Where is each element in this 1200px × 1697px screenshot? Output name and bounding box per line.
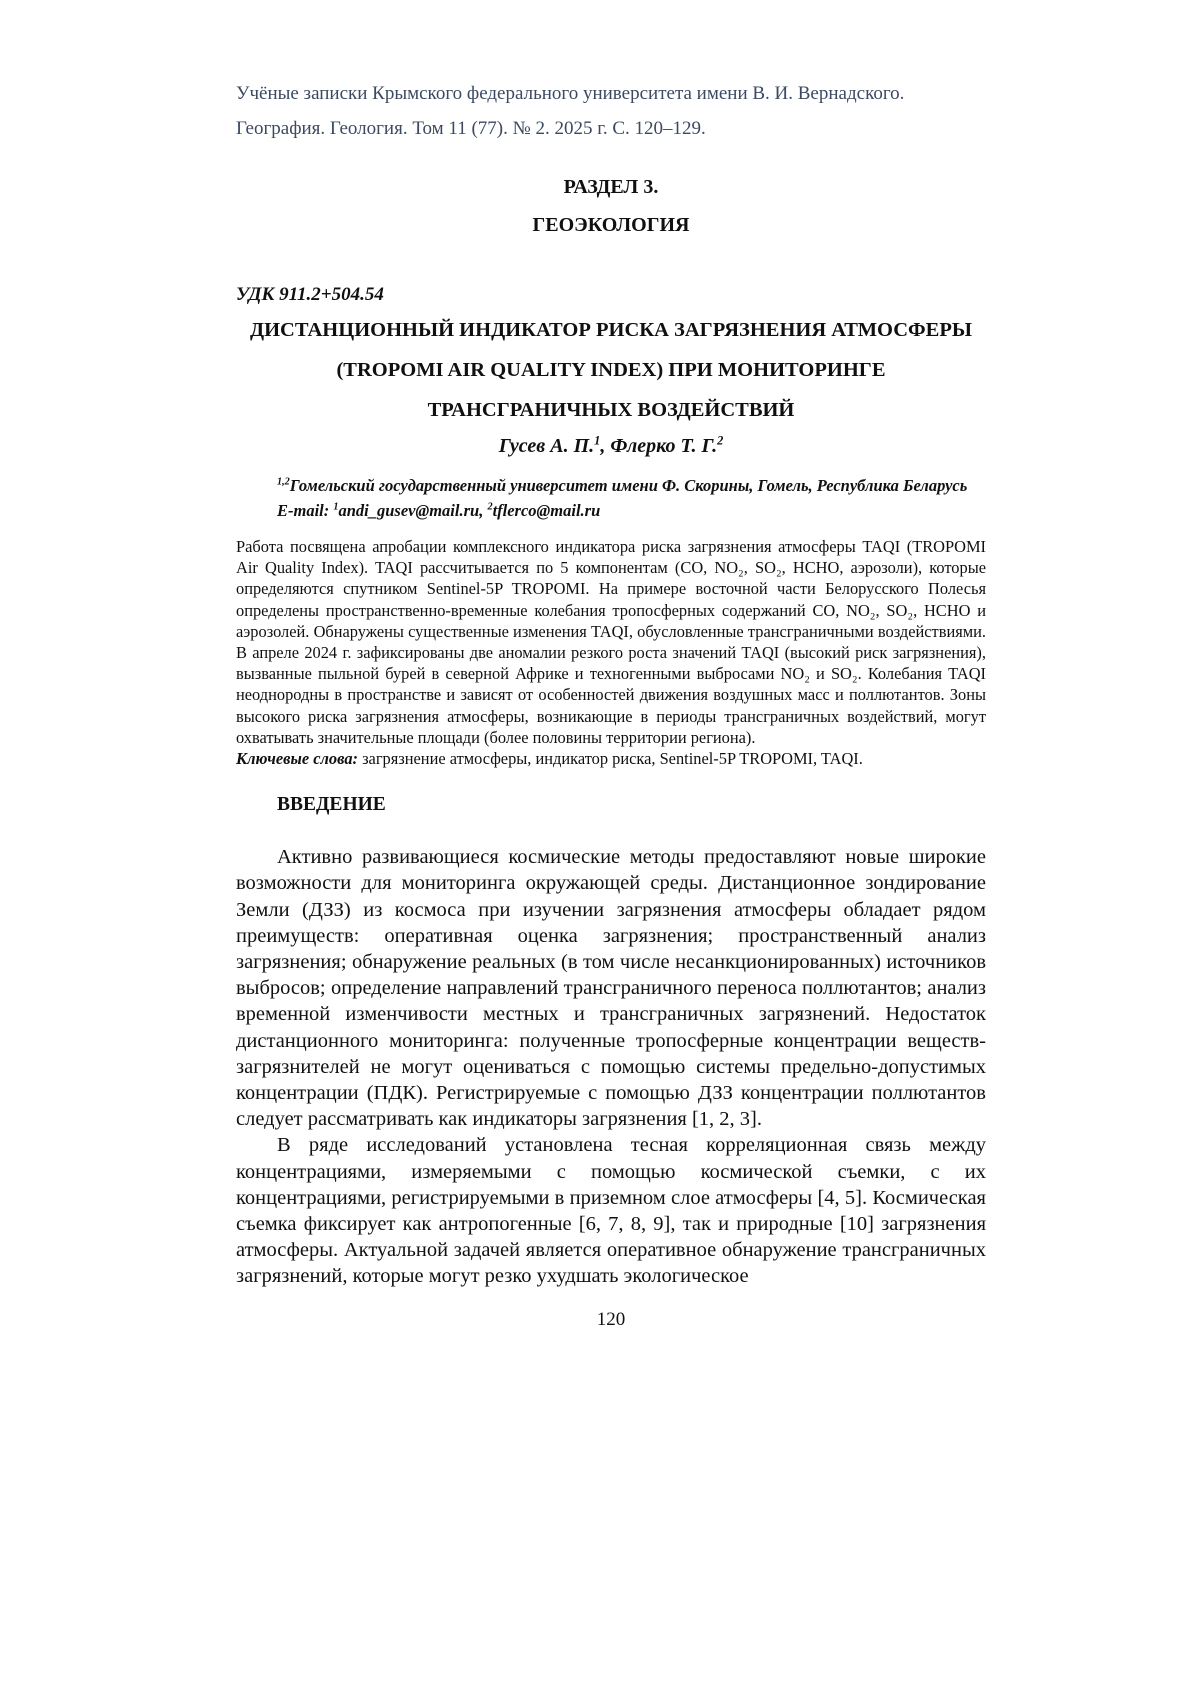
introduction-heading: ВВЕДЕНИЕ [277,794,386,816]
introduction-paragraph-1: Активно развивающиеся космические методы предоставляют новые широкие возможности для мониторинга окружающей среды. Дистанционное зондирование Земли (ДЗЗ) из космоса при изучении загрязнения атмосферы обладает рядом преимуществ: оперативная оценка загрязнения; пространственный анализ загрязнения; обнаружение реальных (в том числе несанкционированных) источников выбросов; определение направлений трансграничного переноса поллютантов; анализ временной изменчивости местных и трансграничных загрязнений. Недостаток дистанционного мониторинга: полученные тропосферные концентрации веществ-загрязнителей не могут оцениваться с помощью системы предельно-допустимых концентрации (ПДК). Регистрируемые с помощью ДЗЗ концентрации поллютантов следует рассматривать как индикаторы загрязнения [1, 2, 3]. [236,846,986,1131]
keywords-text: загрязнение атмосферы, индикатор риска, Sentinel-5P TROPOMI, TAQI. [357,749,863,769]
author-1-name: Гусев А. П. [498,435,595,457]
udk-code: УДК 911.2+504.54 [236,284,384,305]
affiliation-block [277,473,986,523]
article-title-line2: (TROPOMI AIR QUALITY INDEX) ПРИ МОНИТОРИНГЕ [336,359,886,381]
page-number: 120 [596,1308,626,1330]
section-heading [236,168,986,244]
abstract-text: Работа посвящена апробации комплексного индикатора риска загрязнения атмосферы TAQI (TROPOMI Air Quality Index). TAQI рассчитывается по 5 компонентам (CO, NO₂, SO₂, HCHO, аэрозоли), которые определяются спутником Sentinel-5P TROPOMI. На примере восточной части Белорусского Полесья определены пространственно-временные колебания тропосферных содержаний CO, NO₂, SO₂, HCHO и аэрозолей. Обнаружены существенные изменения TAQI, обусловленные трансграничными воздействиями. В апреле 2024 г. зафиксированы две аномалии резкого роста значений TAQI (высокий риск загрязнения), вызванные пыльной бурей в северной Африке и техногенными выбросами NO₂ и SO₂. Колебания TAQI неоднородны в пространстве и зависят от особенностей движения воздушных масс и поллютантов. Зоны высокого риска загрязнения атмосферы, возникающие в периоды трансграничных воздействий, могут охватывать значительные площади (более половины территории региона). [236,537,986,747]
email-2-address: tflerco@mail.ru [492,501,601,520]
email-1-address: andi_gusev@mail.ru [338,501,480,520]
email-2-superscript: 2 [487,501,493,513]
email-label: E-mail: [277,501,334,520]
article-title-line3: ТРАНСГРАНИЧНЫХ ВОЗДЕЙСТВИЙ [427,399,795,421]
affiliation-superscript: 1,2 [277,476,290,488]
author-1-superscript: 1 [594,433,601,448]
introduction-paragraph-2: В ряде исследований установлена тесная корреляционная связь между концентрациями, измеряемыми с помощью космической съемки, с их концентрациями, регистрируемыми в приземном слое атмосферы [4, 5]. Космическая съемка фиксирует как антропогенные [6, 7, 8, 9], так и природные [10] загрязнения атмосферы. Актуальной задачей является оперативное обнаружение трансграничных загрязнений, которые могут резко ухудшать экологическое [236,1134,986,1288]
section-number: РАЗДЕЛ 3. [563,176,659,198]
section-title: ГЕОЭКОЛОГИЯ [532,214,690,236]
affiliation-line [277,473,986,498]
page-content [236,0,986,1333]
keywords-line [236,748,986,769]
article-title [236,310,986,430]
email-line [277,498,986,523]
journal-header [236,76,986,146]
email-separator: , [479,501,488,520]
journal-header-line1: Учёные записки Крымского федерального университета имени В. И. Вернадского. [236,83,905,104]
affiliation-text: Гомельский государственный университет имени Ф. Скорины, Гомель, Республика Беларусь [289,476,968,495]
authors-separator: , [600,435,611,457]
keywords-label: Ключевые слова: [236,749,358,769]
author-2-name: Флерко Т. Г. [610,435,718,457]
email-1-superscript: 1 [333,501,339,513]
author-2-superscript: 2 [717,433,724,448]
authors-line [236,432,986,460]
journal-header-line2: География. Геология. Том 11 (77). № 2. 2025 г. С. 120–129. [236,118,706,139]
article-title-line1: ДИСТАНЦИОННЫЙ ИНДИКАТОР РИСКА ЗАГРЯЗНЕНИЯ АТМОСФЕРЫ [250,319,972,341]
